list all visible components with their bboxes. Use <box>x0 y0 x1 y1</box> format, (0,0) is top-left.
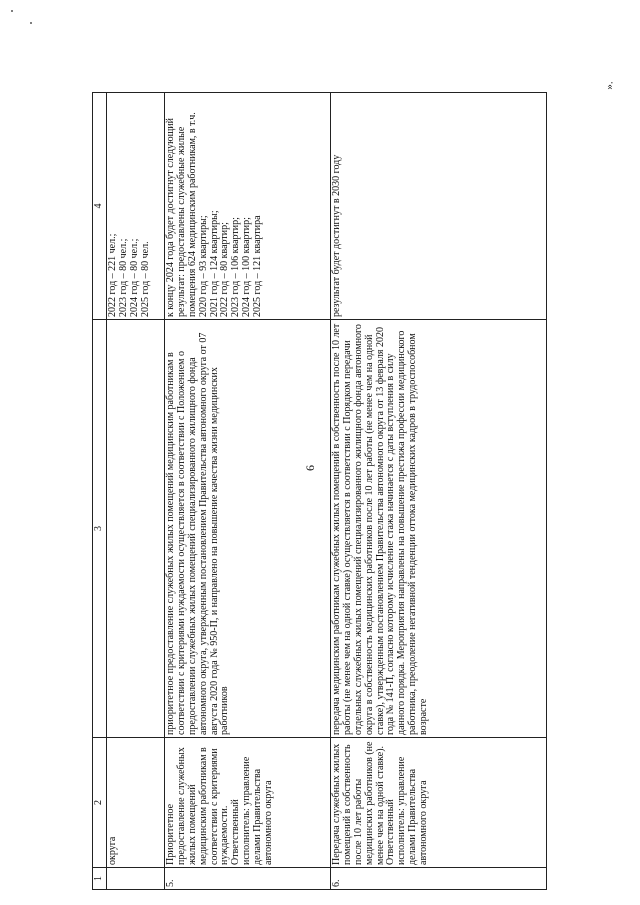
measure-name: Приоритетное предоставление служебных жилых помещений медицинским работникам в соответствии с критериями нуждаемости. Ответственный исполнитель: управление делами Правительства автономного округа <box>164 738 330 868</box>
measure-result: к концу 2024 года будет достигнут следующий результат: предоставлены служебные жилые помещения 624 медицинским работникам, в т.ч. 2020 год – 93 квартиры; 2021 год – 124 квартиры; 2022 год – 80 квартир; 2023 год – 106 квартир; 2024 год – 100 квартир; 2025 год – 121 квартира <box>164 93 330 320</box>
header-col-3: 3 <box>93 320 107 738</box>
page-number: 6 <box>303 465 317 471</box>
table-row <box>164 93 330 890</box>
table-row <box>330 93 546 890</box>
measure-description: приоритетное предоставление служебных жилых помещений медицинским работникам в соответствии с критериями нуждаемости осуществляется в соответствии с Положением о предоставлении служебных жилых помещений специализированного жилищного фонда автономного округа, утвержденным постановлением Правительства автономного округа от 07 августа 2020 года № 950-П, и направлено на повышение качества жизни медицинских работников <box>164 320 330 738</box>
table-row <box>106 93 164 890</box>
row-number: 6. <box>330 868 546 890</box>
table-header-row <box>93 93 107 890</box>
measure-result: 2022 год – 221 чел.; 2023 год – 80 чел.; 2024 год – 80 чел.; 2025 год – 80 чел. <box>106 93 164 320</box>
measure-description <box>106 320 164 738</box>
row-number: 5. <box>164 868 330 890</box>
measure-result: результат будет достигнут в 2030 году <box>330 93 546 320</box>
scan-speck <box>11 10 13 12</box>
measure-name: Передача служебных жилых помещений в собственность после 10 лет работы медицинских работников (не менее чем на одной ставке). Ответственный исполнитель: управление делами Правительства автономного округа <box>330 738 546 868</box>
scan-speck <box>30 22 32 24</box>
row-number <box>106 868 164 890</box>
header-col-1: 1 <box>93 868 107 890</box>
closing-quote-mark: ». <box>603 81 616 90</box>
header-col-2: 2 <box>93 738 107 868</box>
rotated-table-container <box>92 93 549 890</box>
measure-name: округа <box>106 738 164 868</box>
header-col-4: 4 <box>93 93 107 320</box>
program-measures-table <box>92 92 547 890</box>
measure-description: передача медицинским работникам служебных жилых помещений в собственность после 10 лет работы (не менее чем на одной ставке) осуществляется в соответствии с Порядком передачи отдельных служебных жилых помещений специализированного жилищного фонда автономного округа в собственность медицинских работников после 10 лет работы (не менее чем на одной ставке), утвержденным постановлением Правительства автономного округа от 13 февраля 2020 года № 141-П, согласно которому исчисление стажа начинается с даты вступления в силу данного порядка. Мероприятия направлены на повышение престижа профессии медицинского работника, преодоление негативной тенденции оттока медицинских кадров в трудоспособном возрасте <box>330 320 546 738</box>
